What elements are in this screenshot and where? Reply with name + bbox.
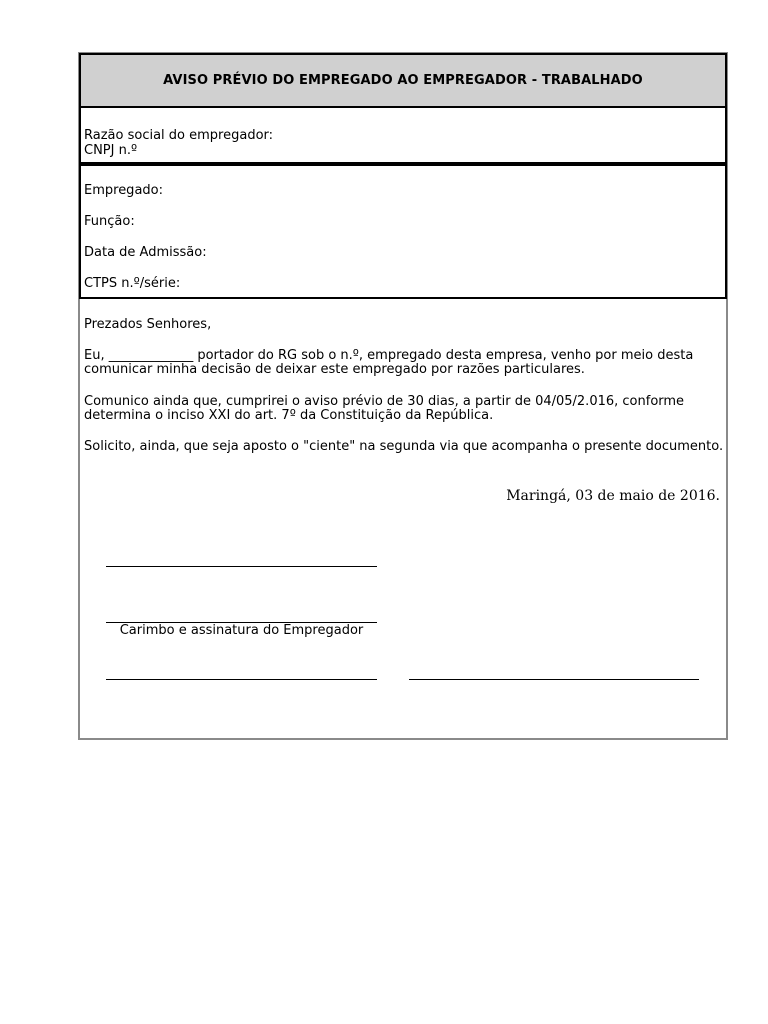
signature-line-witness-2 — [409, 679, 699, 680]
paragraph2-line1: Comunico ainda que, cumprirei o aviso prévio de 30 dias, a partir de 04/05/2.016, conforme — [84, 394, 685, 409]
ctps-label: CTPS n.º/série: — [84, 276, 181, 291]
paragraph1-line1: Eu, _____________ portador do RG sob o n.º, empregado desta empresa, venho por meio desta — [84, 348, 694, 363]
cnpj-label: CNPJ n.º — [84, 143, 138, 158]
empregado-label: Empregado: — [84, 183, 163, 198]
signature-line-employee — [106, 566, 377, 567]
greeting: Prezados Senhores, — [84, 317, 212, 332]
signature-line-witness-1 — [106, 679, 377, 680]
paragraph2-line2: determina o inciso XXI do art. 7º da Constituição da República. — [84, 408, 494, 423]
razao-social-label: Razão social do empregador: — [84, 128, 274, 143]
paragraph1-line2: comunicar minha decisão de deixar este empregado por razões particulares. — [84, 362, 585, 377]
funcao-label: Função: — [84, 214, 135, 229]
paragraph3: Solicito, ainda, que seja aposto o "ciente" na segunda via que acompanha o presente documento. — [84, 439, 724, 454]
date-place: Maringá, 03 de maio de 2016. — [506, 488, 720, 504]
document-title: AVISO PRÉVIO DO EMPREGADO AO EMPREGADOR - TRABALHADO — [79, 53, 727, 108]
employer-signature-caption: Carimbo e assinatura do Empregador — [119, 623, 364, 638]
data-admissao-label: Data de Admissão: — [84, 245, 207, 260]
